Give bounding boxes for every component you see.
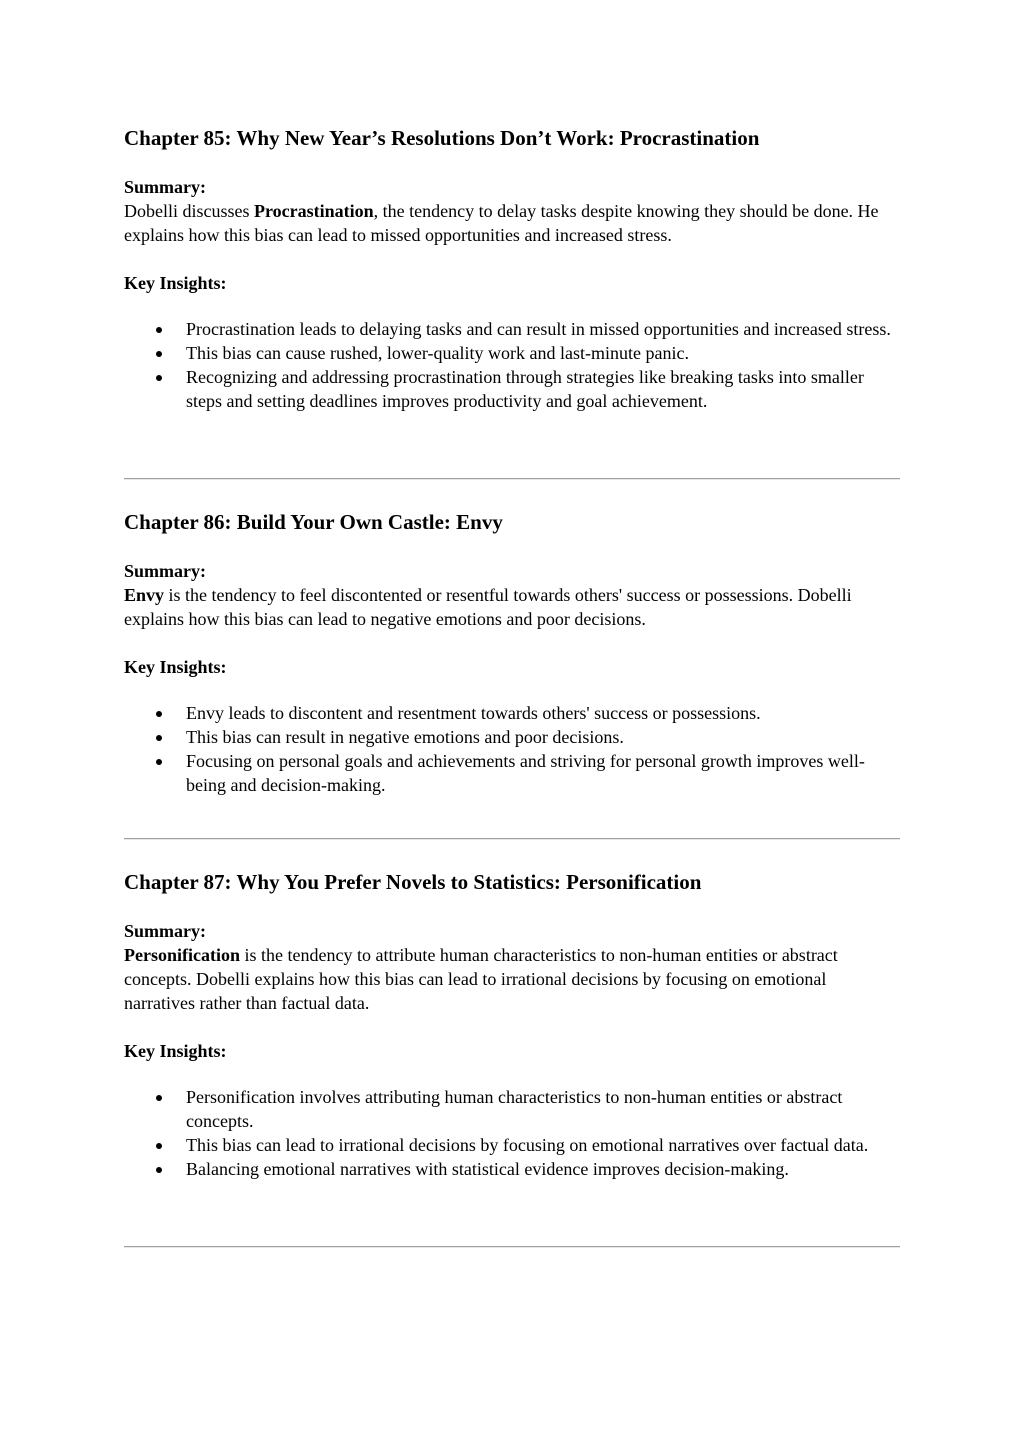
list-item: This bias can result in negative emotions and poor decisions. [186,725,900,749]
insights-list [124,701,900,797]
summary-rest: is the tendency to attribute human characteristics to non-human entities or abstract concepts. Dobelli explains how this bias can lead to irrational decisions by focusing on emotional narratives rather than factual data. [124,945,838,1013]
section-divider [124,478,900,480]
summary-label: Summary: [124,561,206,581]
section-divider [124,1246,900,1248]
summary-text [124,583,900,631]
summary-rest: , the tendency to delay tasks despite knowing they should be done. He explains how this bias can lead to missed opportunities and increased stress. [124,201,879,245]
summary-term: Personification [124,945,240,965]
key-insights-label: Key Insights: [124,273,227,293]
key-insights-label: Key Insights: [124,1041,227,1061]
summary-prefix: Dobelli discusses [124,201,254,221]
summary-label: Summary: [124,921,206,941]
list-item: Envy leads to discontent and resentment towards others' success or possessions. [186,701,900,725]
chapter-87 [124,869,900,1181]
list-item: Personification involves attributing human characteristics to non-human entities or abstract concepts. [186,1085,900,1133]
list-item: Recognizing and addressing procrastination through strategies like breaking tasks into smaller steps and setting deadlines improves productivity and goal achievement. [186,365,900,413]
summary-label: Summary: [124,177,206,197]
insights-list [124,317,900,413]
insights-list [124,1085,900,1181]
chapter-title: Chapter 87: Why You Prefer Novels to Statistics: Personification [124,870,702,894]
section-divider [124,838,900,840]
key-insights-label: Key Insights: [124,657,227,677]
list-item: Balancing emotional narratives with statistical evidence improves decision-making. [186,1157,900,1181]
summary-term: Envy [124,585,165,605]
list-item: This bias can cause rushed, lower-quality work and last-minute panic. [186,341,900,365]
summary-text [124,943,900,1015]
list-item: This bias can lead to irrational decisions by focusing on emotional narratives over factual data. [186,1133,900,1157]
chapter-title: Chapter 85: Why New Year’s Resolutions Don’t Work: Procrastination [124,126,760,150]
list-item: Focusing on personal goals and achievements and striving for personal growth improves well-being and decision-making. [186,749,900,797]
chapter-85 [124,125,900,413]
summary-term: Procrastination [254,201,374,221]
chapter-86 [124,509,900,797]
list-item: Procrastination leads to delaying tasks and can result in missed opportunities and increased stress. [186,317,900,341]
summary-text [124,199,900,247]
chapter-title: Chapter 86: Build Your Own Castle: Envy [124,510,503,534]
summary-rest: is the tendency to feel discontented or resentful towards others' success or possessions. Dobelli explains how this bias can lead to negative emotions and poor decisions. [124,585,852,629]
